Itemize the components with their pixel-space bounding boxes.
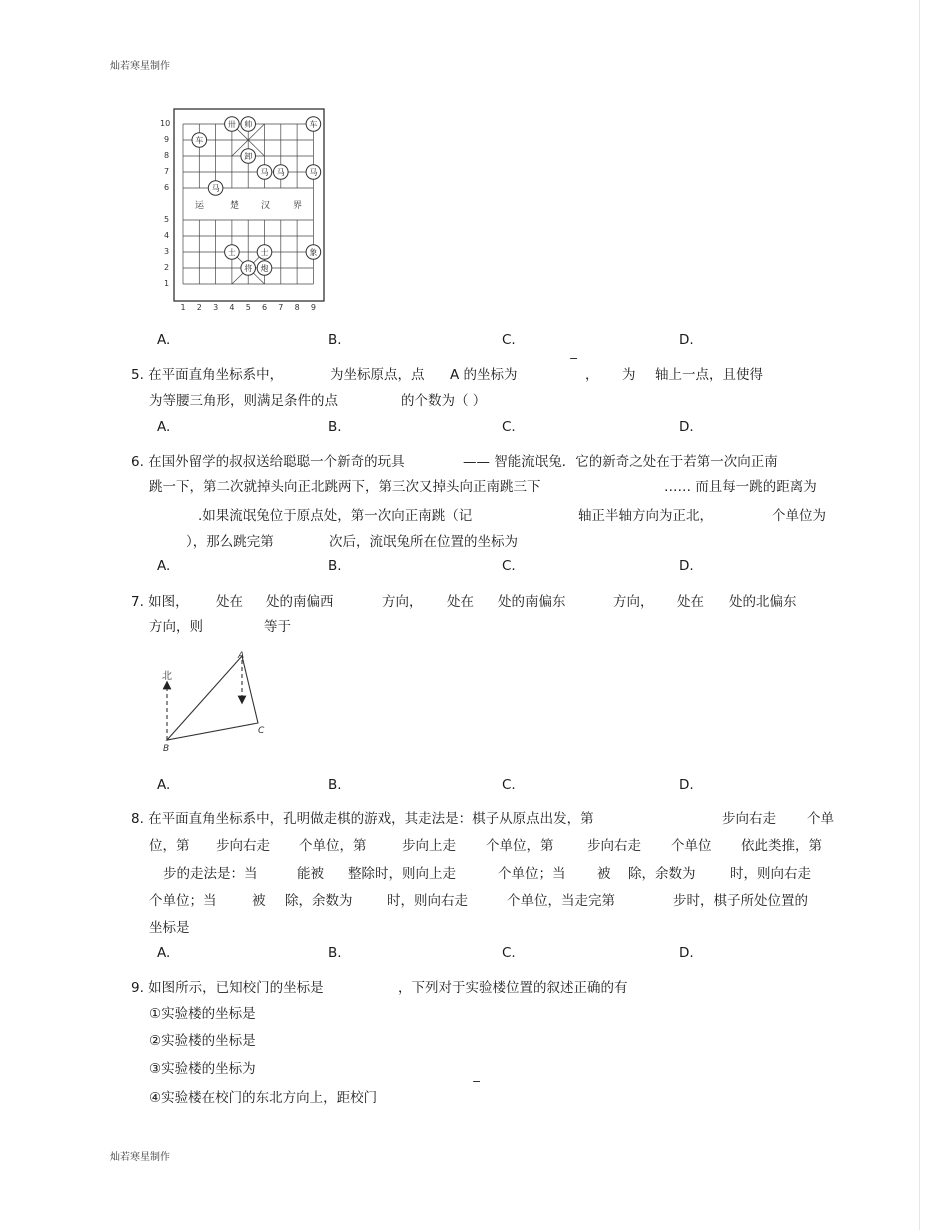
y-number: 4 [164, 231, 170, 240]
q9-item-3: ③实验楼的坐标为 [149, 1061, 256, 1077]
q5-option-a: A. [157, 419, 171, 435]
y-number: 1 [164, 279, 170, 288]
q5-option-d: D. [679, 419, 694, 435]
q6-text-8: ），那么跳完第 [186, 534, 274, 550]
chess-piece-label: 象 [309, 248, 318, 257]
q7-text-7: 方向， [613, 594, 654, 610]
x-number: 7 [278, 303, 284, 312]
chess-piece-label: 炮 [260, 264, 269, 273]
q8-option-a: A. [157, 945, 171, 961]
q8-text-1: 8. 在平面直角坐标系中，孔明做走棋的游戏，其走法是：棋子从原点出发，第 [131, 811, 594, 827]
y-number: 8 [164, 151, 170, 160]
chess-board-figure [155, 104, 335, 316]
q9-item-1: ①实验楼的坐标是 [149, 1006, 256, 1022]
y-number: 9 [164, 135, 170, 144]
point-c-label: C [258, 726, 265, 736]
chess-piece-label: 车 [195, 136, 204, 145]
q8-text-7: 步向上走 [402, 838, 456, 854]
point-a-label: A [238, 651, 245, 661]
q7-option-c: C. [502, 777, 516, 793]
q4-option-c: C. [502, 332, 516, 348]
x-number: 8 [294, 303, 300, 312]
x-number: 6 [262, 303, 268, 312]
q5-option-c: C. [502, 419, 516, 435]
q8-text-17: 除，余数为 [628, 866, 696, 882]
q4-option-a: A. [157, 332, 171, 348]
chess-piece-label: 卅 [227, 120, 236, 129]
q8-text-2: 步向右走 [722, 811, 776, 827]
chess-piece-label: 车 [309, 120, 318, 129]
page-header: 灿若寒星制作 [110, 61, 170, 72]
y-number: 3 [164, 247, 170, 256]
x-number: 9 [310, 303, 316, 312]
y-number: 6 [164, 183, 170, 192]
q8-text-22: 时，则向右走 [387, 893, 468, 909]
q8-text-24: 步时，棋子所处位置的 [673, 893, 808, 909]
q6-option-d: D. [679, 558, 694, 574]
chess-piece-label: 将 [244, 264, 253, 273]
q6-text-4: …… 而且每一跳的距离为 [664, 479, 817, 495]
q7-text-5: 处在 [447, 594, 474, 610]
q8-text-21: 除，余数为 [285, 893, 353, 909]
x-number: 1 [180, 303, 186, 312]
x-number: 3 [213, 303, 219, 312]
q9-item-4: ④实验楼在校门的东北方向上，距校门 [149, 1090, 378, 1106]
chess-piece-label: 马 [211, 184, 220, 193]
river-text: 界 [293, 201, 303, 211]
q6-option-c: C. [502, 558, 516, 574]
q5-text-5: 为 [622, 367, 636, 383]
chess-piece-label: 马 [309, 168, 318, 177]
q5-text-1: 5. 在平面直角坐标系中， [131, 367, 284, 383]
q7-option-a: A. [157, 777, 171, 793]
chess-piece-label: 卸 [244, 152, 253, 161]
y-number: 5 [164, 215, 170, 224]
point-b-label: B [163, 744, 170, 754]
q7-option-b: B. [328, 777, 342, 793]
y-number: 7 [164, 167, 170, 176]
q8-text-20: 被 [252, 893, 266, 909]
river-text: 运 [195, 201, 205, 211]
q7-text-2: 处在 [216, 594, 243, 610]
chess-piece-label: 马 [276, 168, 285, 177]
page-footer: 灿若寒星制作 [110, 1152, 170, 1163]
q8-text-12: 步的走法是：当 [163, 866, 258, 882]
y-axis-numbers [160, 119, 170, 288]
q8-text-18: 时，则向右走 [730, 866, 811, 882]
q6-text-1: 6. 在国外留学的叔叔送给聪聪一个新奇的玩具 [131, 454, 405, 470]
q9-text-1: 9. 如图所示，已知校门的坐标是 [131, 980, 324, 996]
q5-text-7: 为等腰三角形，则满足条件的点 [149, 393, 338, 409]
q9-bar: − [472, 1075, 482, 1088]
q7-text-6: 处的南偏东 [498, 594, 566, 610]
x-number: 2 [196, 303, 202, 312]
q7-text-1: 7. 如图， [131, 594, 189, 610]
q7-option-d: D. [679, 777, 694, 793]
chess-pieces [192, 117, 321, 276]
q8-text-5: 步向右走 [216, 838, 270, 854]
q8-text-14: 整除时，则向上走 [348, 866, 456, 882]
chess-piece-label: 马 [260, 168, 269, 177]
q8-text-19: 个单位；当 [149, 893, 217, 909]
q8-text-6: 个单位，第 [299, 838, 367, 854]
q7-direction-figure [155, 648, 275, 758]
q6-text-2: —— 智能流氓兔．它的新奇之处在于若第一次向正南 [463, 454, 778, 470]
q8-text-11: 依此类推，第 [741, 838, 822, 854]
q4-option-d: D. [679, 332, 694, 348]
q7-text-4: 方向， [382, 594, 423, 610]
x-number: 4 [229, 303, 235, 312]
y-number: 2 [164, 263, 170, 272]
river-text: 楚 [230, 201, 240, 211]
q7-text-10: 方向，则 [149, 619, 203, 635]
q6-text-6: 轴正半轴方向为正北， [578, 508, 713, 524]
river-text: 汉 [261, 201, 271, 211]
x-axis-numbers [181, 303, 316, 312]
q5-text-3: A 的坐标为 [450, 367, 518, 383]
river-labels [195, 199, 302, 211]
q6-option-a: A. [157, 558, 171, 574]
page-edge [919, 0, 920, 1230]
q8-option-d: D. [679, 945, 694, 961]
q8-text-9: 步向右走 [587, 838, 641, 854]
q8-text-13: 能被 [297, 866, 324, 882]
chess-piece-label: 士 [227, 248, 236, 257]
q6-text-9: 次后，流氓兔所在位置的坐标为 [329, 534, 518, 550]
q8-text-25: 坐标是 [149, 920, 190, 936]
q8-text-8: 个单位，第 [486, 838, 554, 854]
q6-text-7: 个单位为 [772, 508, 826, 524]
triangle-abc [167, 656, 258, 740]
q4-option-b: B. [328, 332, 342, 348]
q7-text-9: 处的北偏东 [729, 594, 797, 610]
north-label: 北 [162, 671, 172, 682]
q7-text-8: 处在 [677, 594, 704, 610]
q8-option-c: C. [502, 945, 516, 961]
q5-text-8: 的个数为（ ） [401, 393, 487, 409]
q8-text-3: 个单 [807, 811, 834, 827]
q8-text-4: 位，第 [149, 838, 190, 854]
q5-bar: − [569, 352, 579, 365]
q5-text-2: 为坐标原点，点 [330, 367, 425, 383]
q6-text-3: 跳一下，第二次就掉头向正北跳两下，第三次又掉头向正南跳三下 [149, 479, 541, 495]
q7-text-11: 等于 [264, 619, 291, 635]
chess-piece-label: 士 [260, 248, 269, 257]
x-number: 5 [245, 303, 251, 312]
q8-text-16: 被 [597, 866, 611, 882]
q9-text-2: ，下列对于实验楼位置的叙述正确的有 [398, 980, 628, 996]
q6-text-5: .如果流氓兔位于原点处，第一次向正南跳（记 [198, 508, 473, 524]
y-number: 10 [160, 119, 171, 128]
q7-text-3: 处的南偏西 [266, 594, 334, 610]
q9-item-2: ②实验楼的坐标是 [149, 1033, 256, 1049]
q8-text-23: 个单位，当走完第 [507, 893, 615, 909]
q5-text-6: 轴上一点，且使得 [655, 367, 763, 383]
q8-option-b: B. [328, 945, 342, 961]
q5-option-b: B. [328, 419, 342, 435]
q5-text-4: ， [585, 367, 599, 383]
q6-option-b: B. [328, 558, 342, 574]
q8-text-10: 个单位 [671, 838, 712, 854]
chess-piece-label: 帅 [244, 120, 253, 129]
q8-text-15: 个单位；当 [498, 866, 566, 882]
